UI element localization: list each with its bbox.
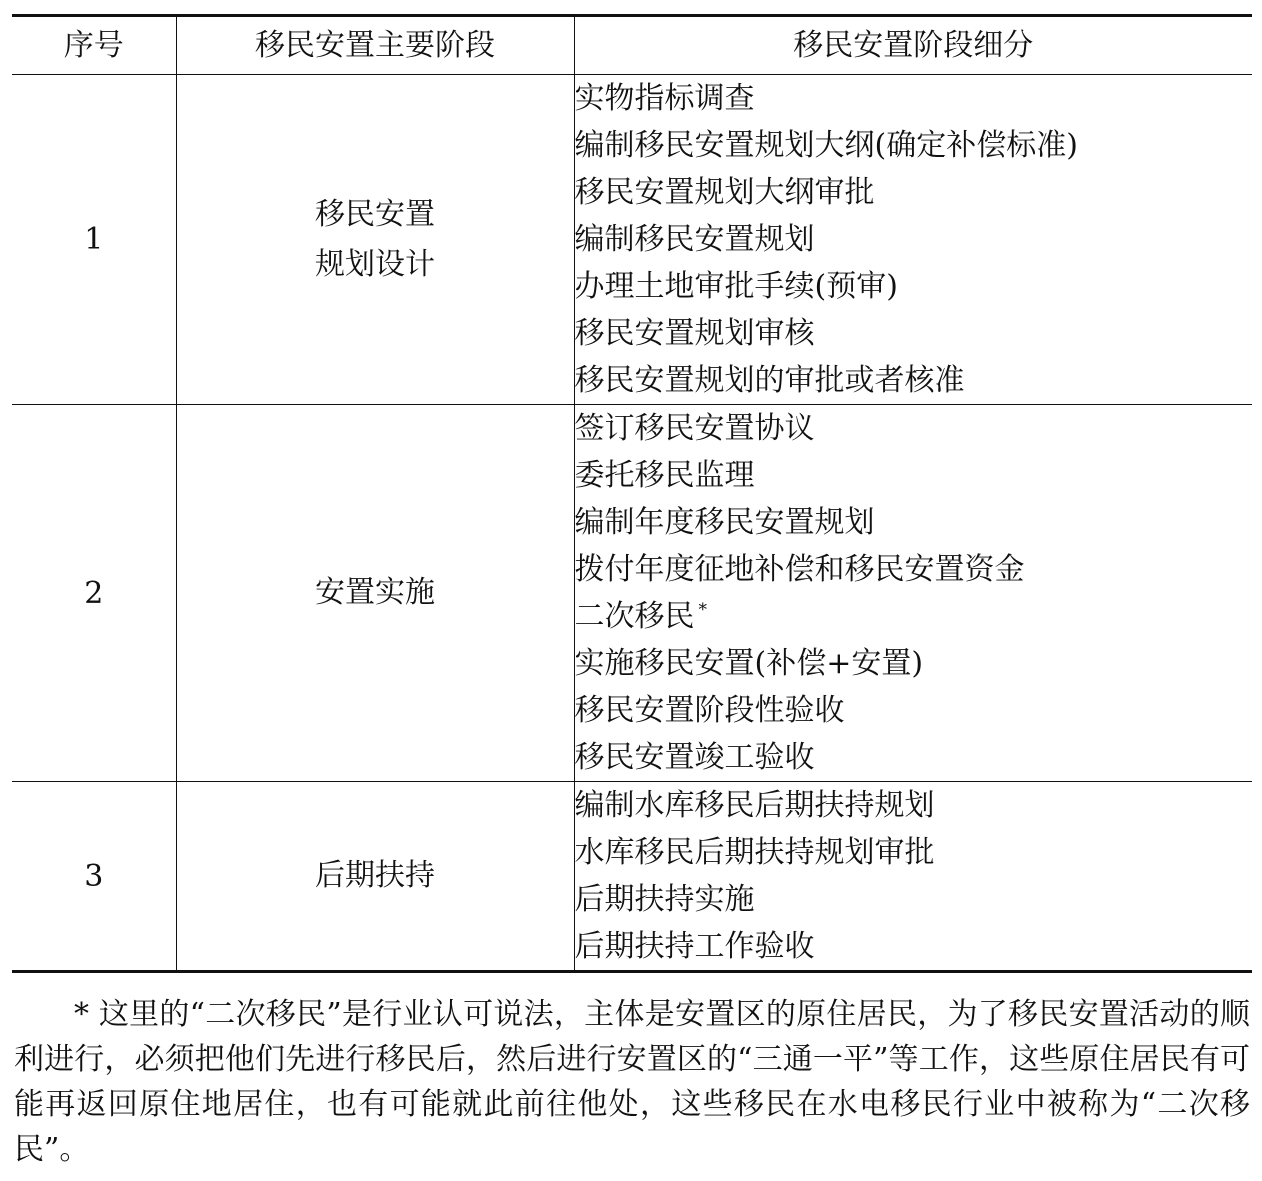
list-item: 移民安置规划的审批或者核准 [574, 363, 965, 398]
stage-detail-cell [574, 405, 1252, 782]
main-stage-name: 安置实施 [315, 575, 435, 610]
list-item-text: 二次移民 [574, 599, 695, 634]
row-number: 2 [12, 405, 176, 782]
main-stage-cell [176, 405, 574, 782]
table-footnote: * 这里的“二次移民”是行业认可说法，主体是安置区的原住居民，为了移民安置活动的顺利进行，必须把他们先进行移民后，然后进行安置区的“三通一平”等工作，这些原住居民有可能再返回原住地居住，也有可能就此前往他处，这些移民在水电移民行业中被称为“二次移民”。 [14, 997, 1250, 1167]
main-stage-cell [176, 75, 574, 405]
main-stage-line: 规划设计 [315, 246, 435, 282]
list-item: 移民安置规划大纲审批 [574, 175, 875, 210]
header-no: 序号 [12, 16, 176, 75]
list-item: 实施移民安置(补偿+安置) [574, 646, 924, 681]
main-stage-name: 后期扶持 [315, 858, 435, 893]
list-item: 实物指标调查 [574, 81, 755, 116]
list-item: 编制移民安置规划大纲(确定补偿标准) [574, 128, 1078, 163]
list-item: 编制移民安置规划 [574, 222, 815, 257]
stage-detail-list [575, 782, 1253, 970]
list-item: 后期扶持工作验收 [574, 929, 815, 964]
table-row [12, 405, 1252, 782]
table-row [12, 782, 1252, 972]
list-item: 后期扶持实施 [574, 882, 755, 917]
header-stage-detail: 移民安置阶段细分 [574, 16, 1252, 75]
row-number: 3 [12, 782, 176, 972]
list-item: 编制水库移民后期扶持规划 [574, 788, 935, 823]
footnote-mark: * [698, 600, 707, 620]
table-row [12, 75, 1252, 405]
main-stage-name [315, 190, 435, 290]
stage-detail-list [575, 75, 1253, 404]
list-item: 编制年度移民安置规划 [574, 505, 875, 540]
stage-detail-list [575, 405, 1253, 781]
list-item: 移民安置阶段性验收 [574, 693, 845, 728]
list-item: 委托移民监理 [574, 458, 755, 493]
list-item: 办理土地审批手续(预审) [574, 269, 898, 304]
resettlement-stages-table [12, 14, 1252, 973]
list-item [575, 593, 1253, 640]
list-item: 移民安置规划审核 [574, 316, 815, 351]
main-stage-line: 移民安置 [315, 196, 435, 232]
header-main-stage: 移民安置主要阶段 [176, 16, 574, 75]
list-item: 签订移民安置协议 [574, 411, 815, 446]
main-stage-cell [176, 782, 574, 972]
table-header-row [12, 16, 1252, 75]
list-item: 水库移民后期扶持规划审批 [574, 835, 935, 870]
stage-detail-cell [574, 782, 1252, 972]
list-item: 移民安置竣工验收 [574, 740, 815, 775]
stage-detail-cell [574, 75, 1252, 405]
list-item: 拨付年度征地补偿和移民安置资金 [574, 552, 1025, 587]
row-number: 1 [12, 75, 176, 405]
